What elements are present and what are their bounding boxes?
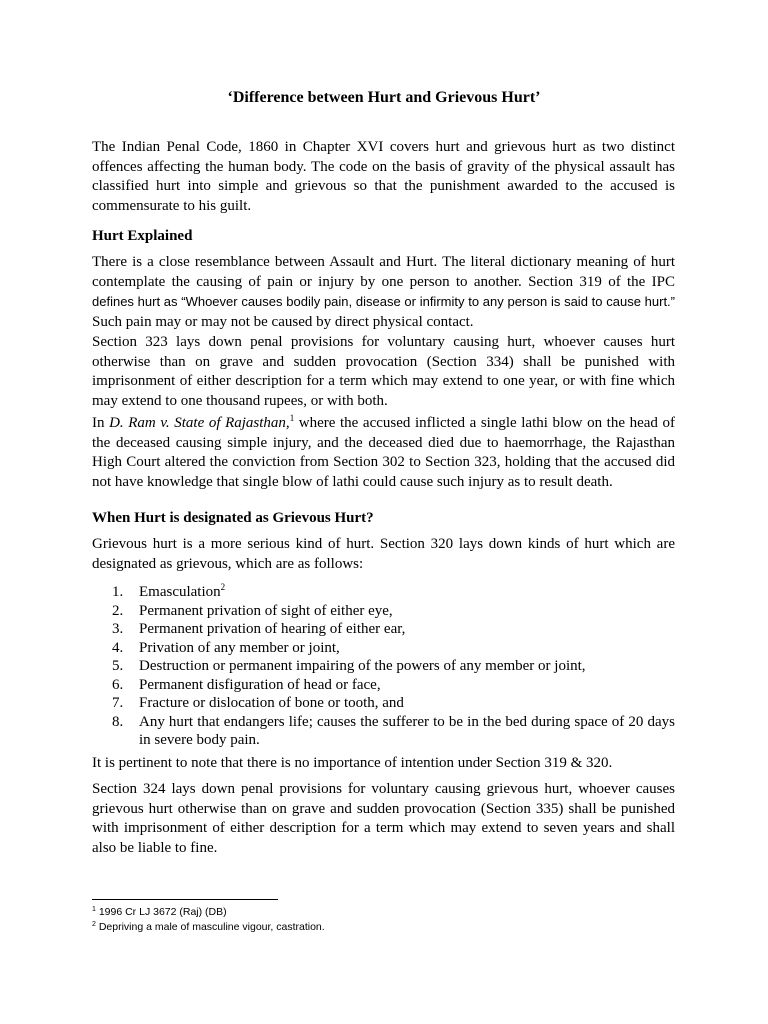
list-item <box>112 583 675 602</box>
paragraph-text: where the accused inflicted a single lathi blow on the head of the deceased causing simple injury, and the deceased died due to haemorrhage, the Rajasthan High Court altered the conviction from Section 302 to Section 323, holding that the accused did not have knowledge that single blow of lathi could cause such injury as to result death. <box>92 415 676 491</box>
paragraph-text: Such pain may or may not be caused by direct physical contact. <box>92 314 474 331</box>
footnote-1 <box>92 905 675 919</box>
footnote-number: 2 <box>92 921 96 928</box>
list-item-number: 3. <box>112 621 124 637</box>
list-item-text: Privation of any member or joint, <box>139 639 340 656</box>
list-item-number: 4. <box>112 639 124 656</box>
list-item-number: 2. <box>112 602 124 619</box>
paragraph-grievous-intro: Grievous hurt is a more serious kind of hurt. Section 320 lays down kinds of hurt which are designated as grievous, which are as follows: <box>92 536 675 572</box>
list-item-text: Permanent privation of hearing of either ear, <box>139 621 406 637</box>
heading-hurt-explained: Hurt Explained <box>92 228 193 244</box>
list-item <box>112 602 675 621</box>
list-item <box>112 639 675 658</box>
list-item-number: 6. <box>112 676 124 693</box>
list-item <box>112 676 675 695</box>
footnote-divider <box>92 899 278 900</box>
list-item-number: 1. <box>112 584 124 600</box>
footnote-text: Depriving a male of masculine vigour, castration. <box>98 921 325 933</box>
paragraph-text: In <box>92 415 110 431</box>
list-item-text: Destruction or permanent impairing of the powers of any member or joint, <box>139 658 586 674</box>
section-319-quote: defines hurt as “Whoever causes bodily pain, disease or infirmity to any person is said to cause hurt.” <box>92 294 675 310</box>
footnote-ref-2: 2 <box>220 582 226 592</box>
paragraph-section-323: Section 323 lays down penal provisions for voluntary causing hurt, whoever causes hurt otherwise than on grave and sudden provocation (Section 334) shall be punished with imprisonment of either description for a term which may extend to one year, or with fine which may extend to one thousand rupees, or with both. <box>92 334 675 410</box>
list-item-text: Emasculation <box>139 584 221 600</box>
document-title: ‘Difference between Hurt and Grievous Hurt’ <box>227 89 541 106</box>
footnote-ref-1: 1 <box>289 413 295 423</box>
list-item-text: Permanent privation of sight of either eye, <box>139 602 393 619</box>
grievous-hurt-list <box>112 583 675 750</box>
list-item-text: Permanent disfiguration of head or face, <box>139 676 381 693</box>
paragraph-hurt-definition <box>92 253 675 333</box>
footnote-2 <box>92 920 675 934</box>
footnote-text: 1996 Cr LJ 3672 (Raj) (DB) <box>98 906 227 918</box>
list-item-number: 5. <box>112 658 124 674</box>
list-item <box>112 657 675 676</box>
intro-paragraph: The Indian Penal Code, 1860 in Chapter XVI covers hurt and grievous hurt as two distinct offences affecting the human body. The code on the basis of gravity of the physical assault has classified hurt into simple and grievous so that the punishment awarded to the accused is commensurate to his guilt. <box>92 139 675 215</box>
list-item <box>112 620 675 639</box>
paragraph-section-324: Section 324 lays down penal provisions for voluntary causing grievous hurt, whoever causes grievous hurt otherwise than on grave and sudden provocation (Section 335) shall be punished with imprisonment of either description for a term which may extend to seven years and shall also be liable to fine. <box>92 781 675 857</box>
list-item <box>112 713 675 750</box>
paragraph-intention-note: It is pertinent to note that there is no importance of intention under Section 319 & 320. <box>92 755 613 771</box>
heading-grievous-hurt: When Hurt is designated as Grievous Hurt? <box>92 510 374 526</box>
paragraph-case-law <box>92 414 675 493</box>
paragraph-text: There is a close resemblance between Assault and Hurt. The literal dictionary meaning of hurt contemplate the causing of pain or injury by one person to another. Section 319 of the IPC <box>92 254 675 290</box>
footnote-number: 1 <box>92 906 96 913</box>
list-item-number: 8. <box>112 713 124 730</box>
list-item-number: 7. <box>112 695 124 711</box>
list-item <box>112 694 675 713</box>
case-name: D. Ram v. State of Rajasthan, <box>109 415 290 431</box>
list-item-text: Fracture or dislocation of bone or tooth, and <box>139 695 404 711</box>
list-item-text: Any hurt that endangers life; causes the sufferer to be in the bed during space of 20 days in severe body pain. <box>139 713 675 748</box>
